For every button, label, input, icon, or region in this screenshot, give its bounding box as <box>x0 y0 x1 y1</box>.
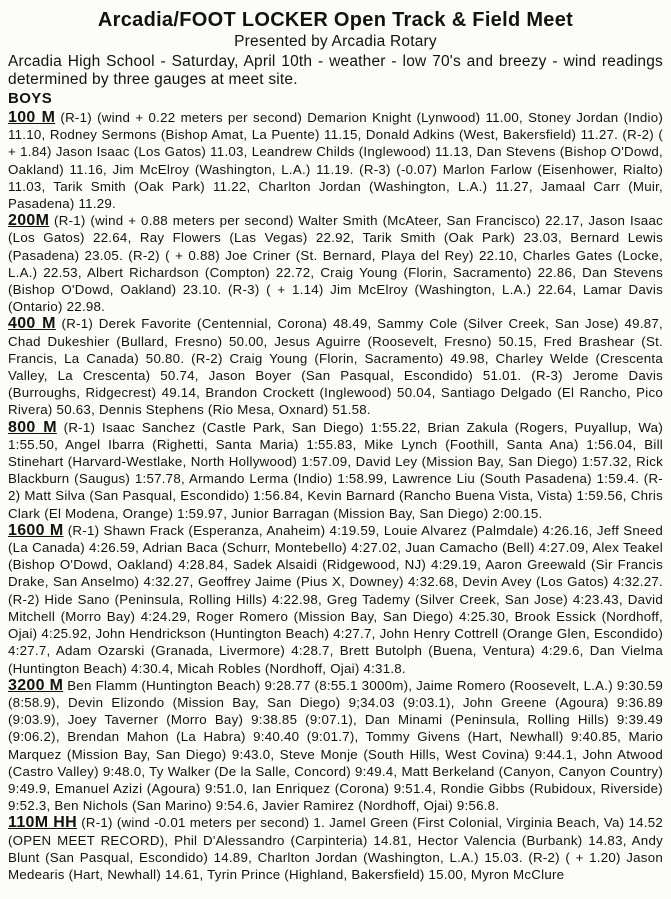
event-results: (R-1) Shawn Frack (Esperanza, Anaheim) 4:19.59, Louie Alvarez (Palmdale) 4:26.16, Jeff Sneed (La Canada) 4:26.59, Adrian Baca (Schurr, Montebello) 4:27.02, Juan Camacho (Bell) 4:27.09, Alex Teakel (Bishop O'Dowd, Oakland) 4:28.84, Sadek Alsaidi (Ridgewood, NJ) 4:29.19, Aaron Greewald (Sir Francis Drake, San Anselmo) 4:32.27, Geoffrey Jaime (Pius X, Downey) 4:32.68, Devin Avey (Los Gatos) 4:32.27. (R-2) Hide Sano (Peninsula, Rolling Hills) 4:22.98, Greg Tademy (Silver Creek, San Jose) 4:23.43, David Mitchell (Morro Bay) 4:24.29, Roger Romero (Mission Bay, San Diego) 4:25.30, Brook Essick (Nordhoff, Ojai) 4:25.92, John Hendrickson (Huntington Beach) 4:27.7, John Henry Cottrell (Orange Glen, Escondido) 4:27.7, Adam Ozarski (Granada, Livermore) 4:28.7, Brett Butolph (Buena, Ventura) 4:29.6, Dan Vielma (Huntington Beach) 4:30.4, Micah Robles (Nordhoff, Ojai) 4:31.8. <box>8 522 664 676</box>
event-section-1600m <box>8 522 663 677</box>
event-section-3200m <box>8 677 663 815</box>
event-section-400m <box>8 315 663 418</box>
event-name: 800 M <box>8 418 57 436</box>
event-results: (R-1) Isaac Sanchez (Castle Park, San Diego) 1:55.22, Brian Zakula (Rogers, Puyallup, Wa) 1:55.50, Angel Ibarra (Righetti, Santa Maria) 1:55.83, Mike Lynch (Foothill, Santa Ana) 1:56.04, Bill Stinehart (Harvard-Westlake, North Hollywood) 1:57.09, David Ley (Mission Bay, San Diego) 1:57.32, Rick Blackburn (Saugus) 1:57.78, Armando Lerma (Indio) 1:58.99, Lawrence Liu (South Pasadena) 1:59.4. (R-2) Matt Silva (San Pasqual, Escondido) 1:56.84, Kevin Barnard (Rancho Buena Vista, Vista) 1:59.56, Chris Clark (El Modena, Orange) 1:59.97, Junior Barragan (Mission Bay, San Diego) 2:00.15. <box>8 419 663 521</box>
event-name: 1600 M <box>8 521 64 539</box>
event-section-110m-hh <box>8 814 663 883</box>
event-results: (R-1) (wind + 0.22 meters per second) Demarion Knight (Lynwood) 11.00, Stoney Jordan (Indio) 11.10, Rodney Sermons (Bishop Amat, La Puente) 11.15, Donald Adkins (West, Bakersfield) 11.27. (R-2) ( + 1.84) Jason Isaac (Los Gatos) 11.03, Leandrew Childs (Inglewood) 11.13, Dan Stevens (Bishop O'Dowd, Oakland) 11.16, Jim McElroy (Washington, L.A.) 11.19. (R-3) (-0.07) Marlon Farlow (Eisenhower, Rialto) 11.03, Tarik Smith (Oak Park) 11.22, Charlton Jordan (Washington, L.A.) 11.27, Jamaal Carr (Muir, Pasadena) 11.29. <box>8 110 664 212</box>
meet-info: Arcadia High School - Saturday, April 10th - weather - low 70's and breezy - wind readings determined by three gauges at meet site. <box>8 53 663 88</box>
event-section-800m <box>8 419 663 522</box>
event-results: (R-1) (wind -0.01 meters per second) 1. Jamel Green (First Colonial, Virginia Beach, Va) 14.52 (OPEN MEET RECORD), Phil D'Alessandro (Carpinteria) 14.81, Hector Valencia (Burbank) 14.83, Andy Blunt (San Pasqual, Escondido) 14.89, Charlton Jordan (Washington, L.A.) 15.03. (R-2) ( + 1.20) Jason Medearis (Hart, Newhall) 14.61, Tyrin Prince (Highland, Bakersfield) 15.00, Myron McClure <box>8 815 663 882</box>
event-section-100m <box>8 109 663 212</box>
event-results: Ben Flamm (Huntington Beach) 9:28.77 (8:55.1 3000m), Jaime Romero (Roosevelt, L.A.) 9:30.59 (8:58.9), Devin Elizondo (Mission Bay, San Diego) 9;34.03 (9:03.1), John Greene (Agoura) 9:36.89 (9:03.9), Joey Taverner (Morro Bay) 9:38.85 (9:07.1), Dan Minami (Peninsula, Rolling Hills) 9:39.49 (9:06.2), Brendan Mahon (La Habra) 9:40.40 (9:01.7), Tommy Givens (Hart, Newhall) 9:40.85, Mario Marquez (Mission Bay, San Diego) 9:43.0, Steve Monje (South Hills, West Covina) 9:44.1, John Atwood (Castro Valley) 9:48.0, Ty Walker (De la Salle, Concord) 9:49.4, Matt Berkeland (Canyon, Canyon Country) 9:49.9, Emanuel Azizi (Agoura) 9:51.0, Ian Enriquez (Corona) 9:51.4, Rondie Gibbs (Rubidoux, Riverside) 9:52.3, Ben Nichols (San Marino) 9:54.6, Javier Ramirez (Nordhoff, Ojai) 9:56.8. <box>8 677 664 814</box>
event-name: 200M <box>8 212 50 230</box>
event-results: (R-1) Derek Favorite (Centennial, Corona) 48.49, Sammy Cole (Silver Creek, San Jose) 49.87, Chad Dukeshier (Bullard, Fresno) 50.00, Jesus Aguirre (Roosevelt, Fresno) 50.15, Fred Brashear (St. Francis, La Canada) 50.80. (R-2) Craig Young (Florin, Sacramento) 49.98, Charley Welde (Crescenta Valley, La Crescenta) 50.74, Jason Boyer (San Pasqual, Escondido) 51.01. (R-3) Jerome Davis (Burroughs, Ridgecrest) 49.14, Brandon Crockett (Inglewood) 50.04, Santiago Delgado (El Rancho, Pico Rivera) 50.63, Dennis Stephens (Rio Mesa, Oxnard) 51.58. <box>8 316 664 418</box>
division-heading: BOYS <box>8 90 53 107</box>
event-results: (R-1) (wind + 0.88 meters per second) Walter Smith (McAteer, San Francisco) 22.17, Jason Isaac (Los Gatos) 22.64, Ray Flowers (Las Vegas) 22.92, Tarik Smith (Oak Park) 23.03, Bernard Lewis (Pasadena) 23.05. (R-2) ( + 0.88) Joe Criner (St. Bernard, Playa del Rey) 22.10, Charles Gates (Locke, L.A.) 22.53, Albert Richardson (Compton) 22.72, Craig Young (Florin, Sacramento) 22.86, Dan Stevens (Bishop O'Dowd, Oakland) 23.10. (R-3) ( + 1.14) Jim McElroy (Washington, L.A.) 22.64, Lamar Davis (Ontario) 22.98. <box>8 213 663 315</box>
event-name: 100 M <box>8 109 56 126</box>
event-name: 400 M <box>8 315 56 333</box>
event-name: 110M HH <box>8 814 78 832</box>
event-section-200m <box>8 212 663 315</box>
page-title: Arcadia/FOOT LOCKER Open Track & Field Meet <box>97 9 574 31</box>
page-subtitle: Presented by Arcadia Rotary <box>234 33 437 50</box>
event-name: 3200 M <box>8 676 64 694</box>
